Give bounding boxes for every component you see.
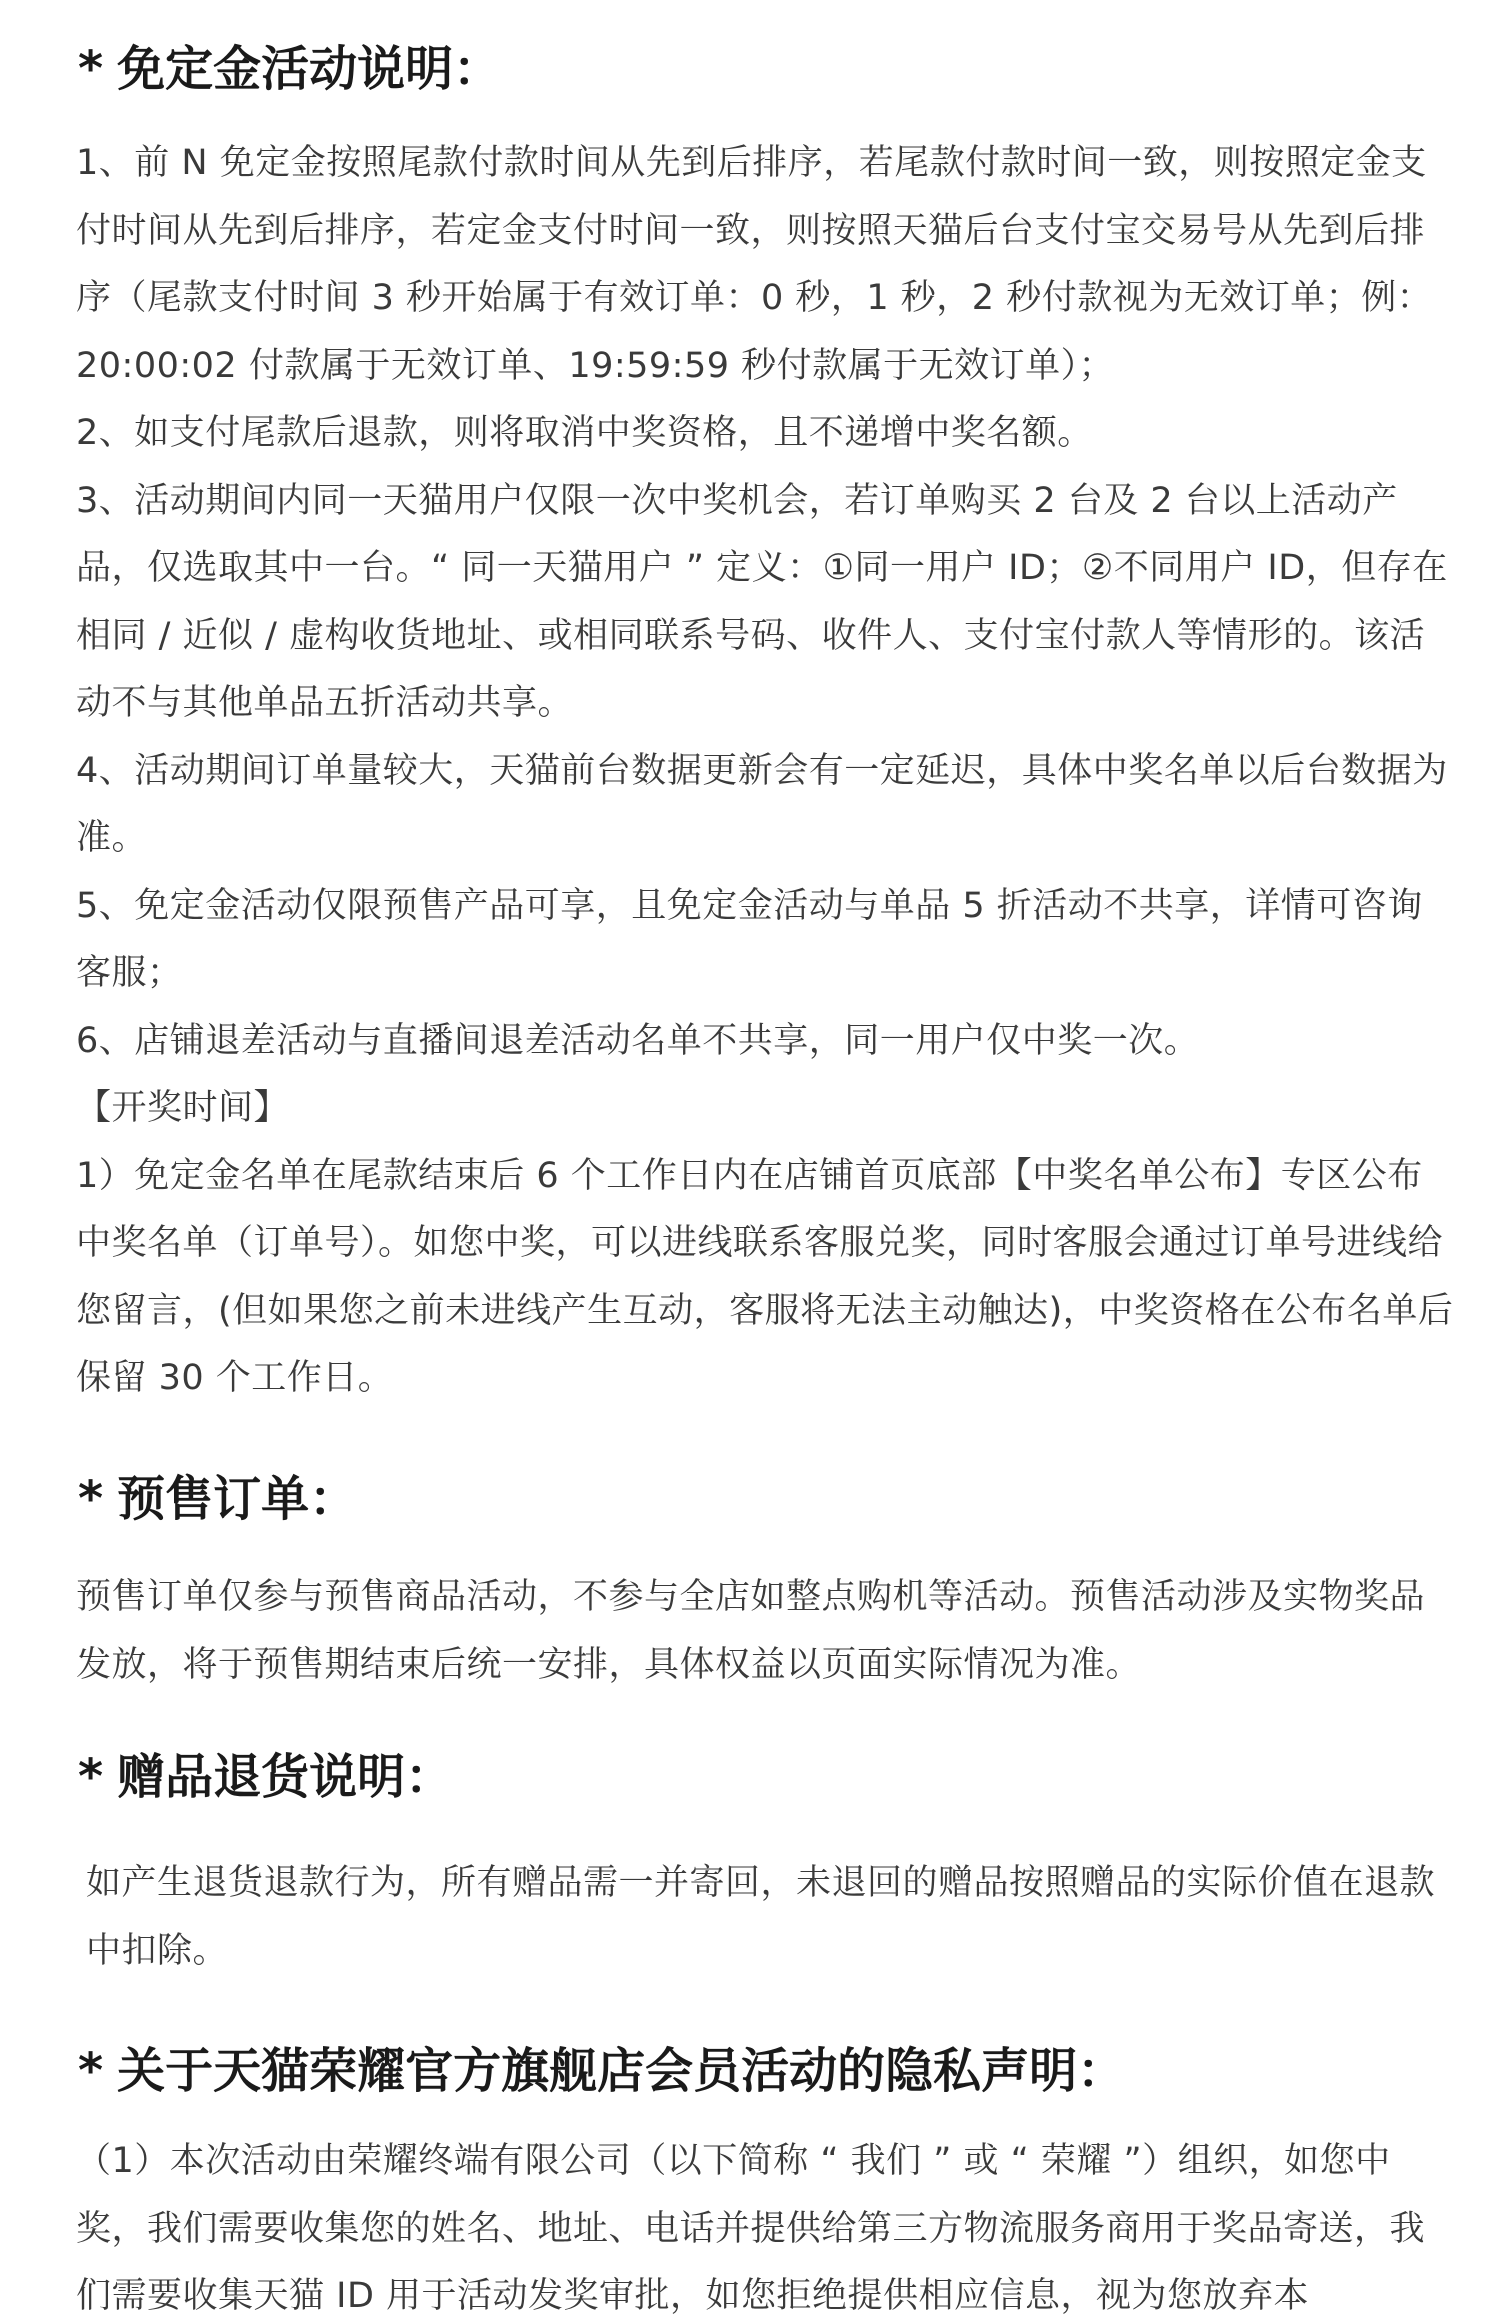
- rule-item-4: 4、活动期间订单量较大，天猫前台数据更新会有一定延迟，具体中奖名单以后台数据为准。: [76, 750, 1448, 858]
- heading-star: *: [78, 2043, 104, 2099]
- draw-time-label: 【开奖时间】: [76, 1088, 290, 1128]
- heading-title: 关于天猫荣耀官方旗舰店会员活动的隐私声明：: [117, 2043, 1126, 2099]
- section-body-privacy-statement: [76, 2128, 1456, 2322]
- heading-star: *: [78, 41, 104, 97]
- heading-star: *: [78, 1471, 104, 1527]
- heading-title: 赠品退货说明：: [117, 1749, 454, 1805]
- gift-return-paragraph: 如产生退货退款行为，所有赠品需一并寄回，未退回的赠品按照赠品的实际价值在退款中扣除。: [86, 1863, 1436, 1971]
- section-body-deposit-free: [76, 130, 1456, 1413]
- section-heading-gift-return: [78, 1738, 453, 1807]
- section-body-gift-return: [86, 1850, 1466, 1985]
- section-heading-presale-order: [78, 1460, 357, 1529]
- section-heading-privacy-statement: [78, 2032, 1125, 2101]
- heading-title: 免定金活动说明：: [117, 41, 502, 97]
- rule-item-3: 3、活动期间内同一天猫用户仅限一次中奖机会，若订单购买 2 台及 2 台以上活动产品，仅选取其中一台。“ 同一天猫用户 ” 定义：①同一用户 ID；②不同用户 ID，但存在相同 / 近似 / 虚构收货地址、或相同联系号码、收件人、支付宝付款人等情形的。该活动不与其他单品五折活动共享。: [76, 480, 1448, 723]
- section-heading-deposit-free: [78, 30, 501, 99]
- rule-item-6: 6、店铺退差活动与直播间退差活动名单不共享，同一用户仅中奖一次。: [76, 1020, 1200, 1061]
- privacy-paragraph-1: （1）本次活动由荣耀终端有限公司（以下简称 “ 我们 ” 或 “ 荣耀 ”）组织，如您中奖，我们需要收集您的姓名、地址、电话并提供给第三方物流服务商用于奖品寄送，我们需要收集天猫 ID 用于活动发奖审批，如您拒绝提供相应信息，视为您放弃本: [76, 2141, 1426, 2316]
- rule-item-2: 2、如支付尾款后退款，则将取消中奖资格，且不递增中奖名额。: [76, 413, 1093, 453]
- heading-title: 预售订单：: [117, 1471, 358, 1527]
- presale-paragraph: 预售订单仅参与预售商品活动，不参与全店如整点购机等活动。预售活动涉及实物奖品发放，将于预售期结束后统一安排，具体权益以页面实际情况为准。: [76, 1577, 1426, 1685]
- section-body-presale-order: [76, 1564, 1456, 1699]
- rule-item-5: 5、免定金活动仅限预售产品可享，且免定金活动与单品 5 折活动不共享，详情可咨询客服；: [76, 885, 1423, 993]
- rule-item-1: 1、前 N 免定金按照尾款付款时间从先到后排序，若尾款付款时间一致，则按照定金支付时间从先到后排序，若定金支付时间一致，则按照天猫后台支付宝交易号从先到后排序（尾款支付时间 3 秒开始属于有效订单：0 秒，1 秒，2 秒付款视为无效订单；例：20:00:02 付款属于无效订单、19:59:59 秒付款属于无效订单）；: [76, 143, 1433, 386]
- draw-time-item-1: 1）免定金名单在尾款结束后 6 个工作日内在店铺首页底部【中奖名单公布】专区公布中奖名单（订单号）。如您中奖，可以进线联系客服兑奖，同时客服会通过订单号进线给您留言，(但如果您之前未进线产生互动，客服将无法主动触达)，中奖资格在公布名单后保留 30 个工作日。: [76, 1155, 1454, 1398]
- heading-star: *: [78, 1749, 104, 1805]
